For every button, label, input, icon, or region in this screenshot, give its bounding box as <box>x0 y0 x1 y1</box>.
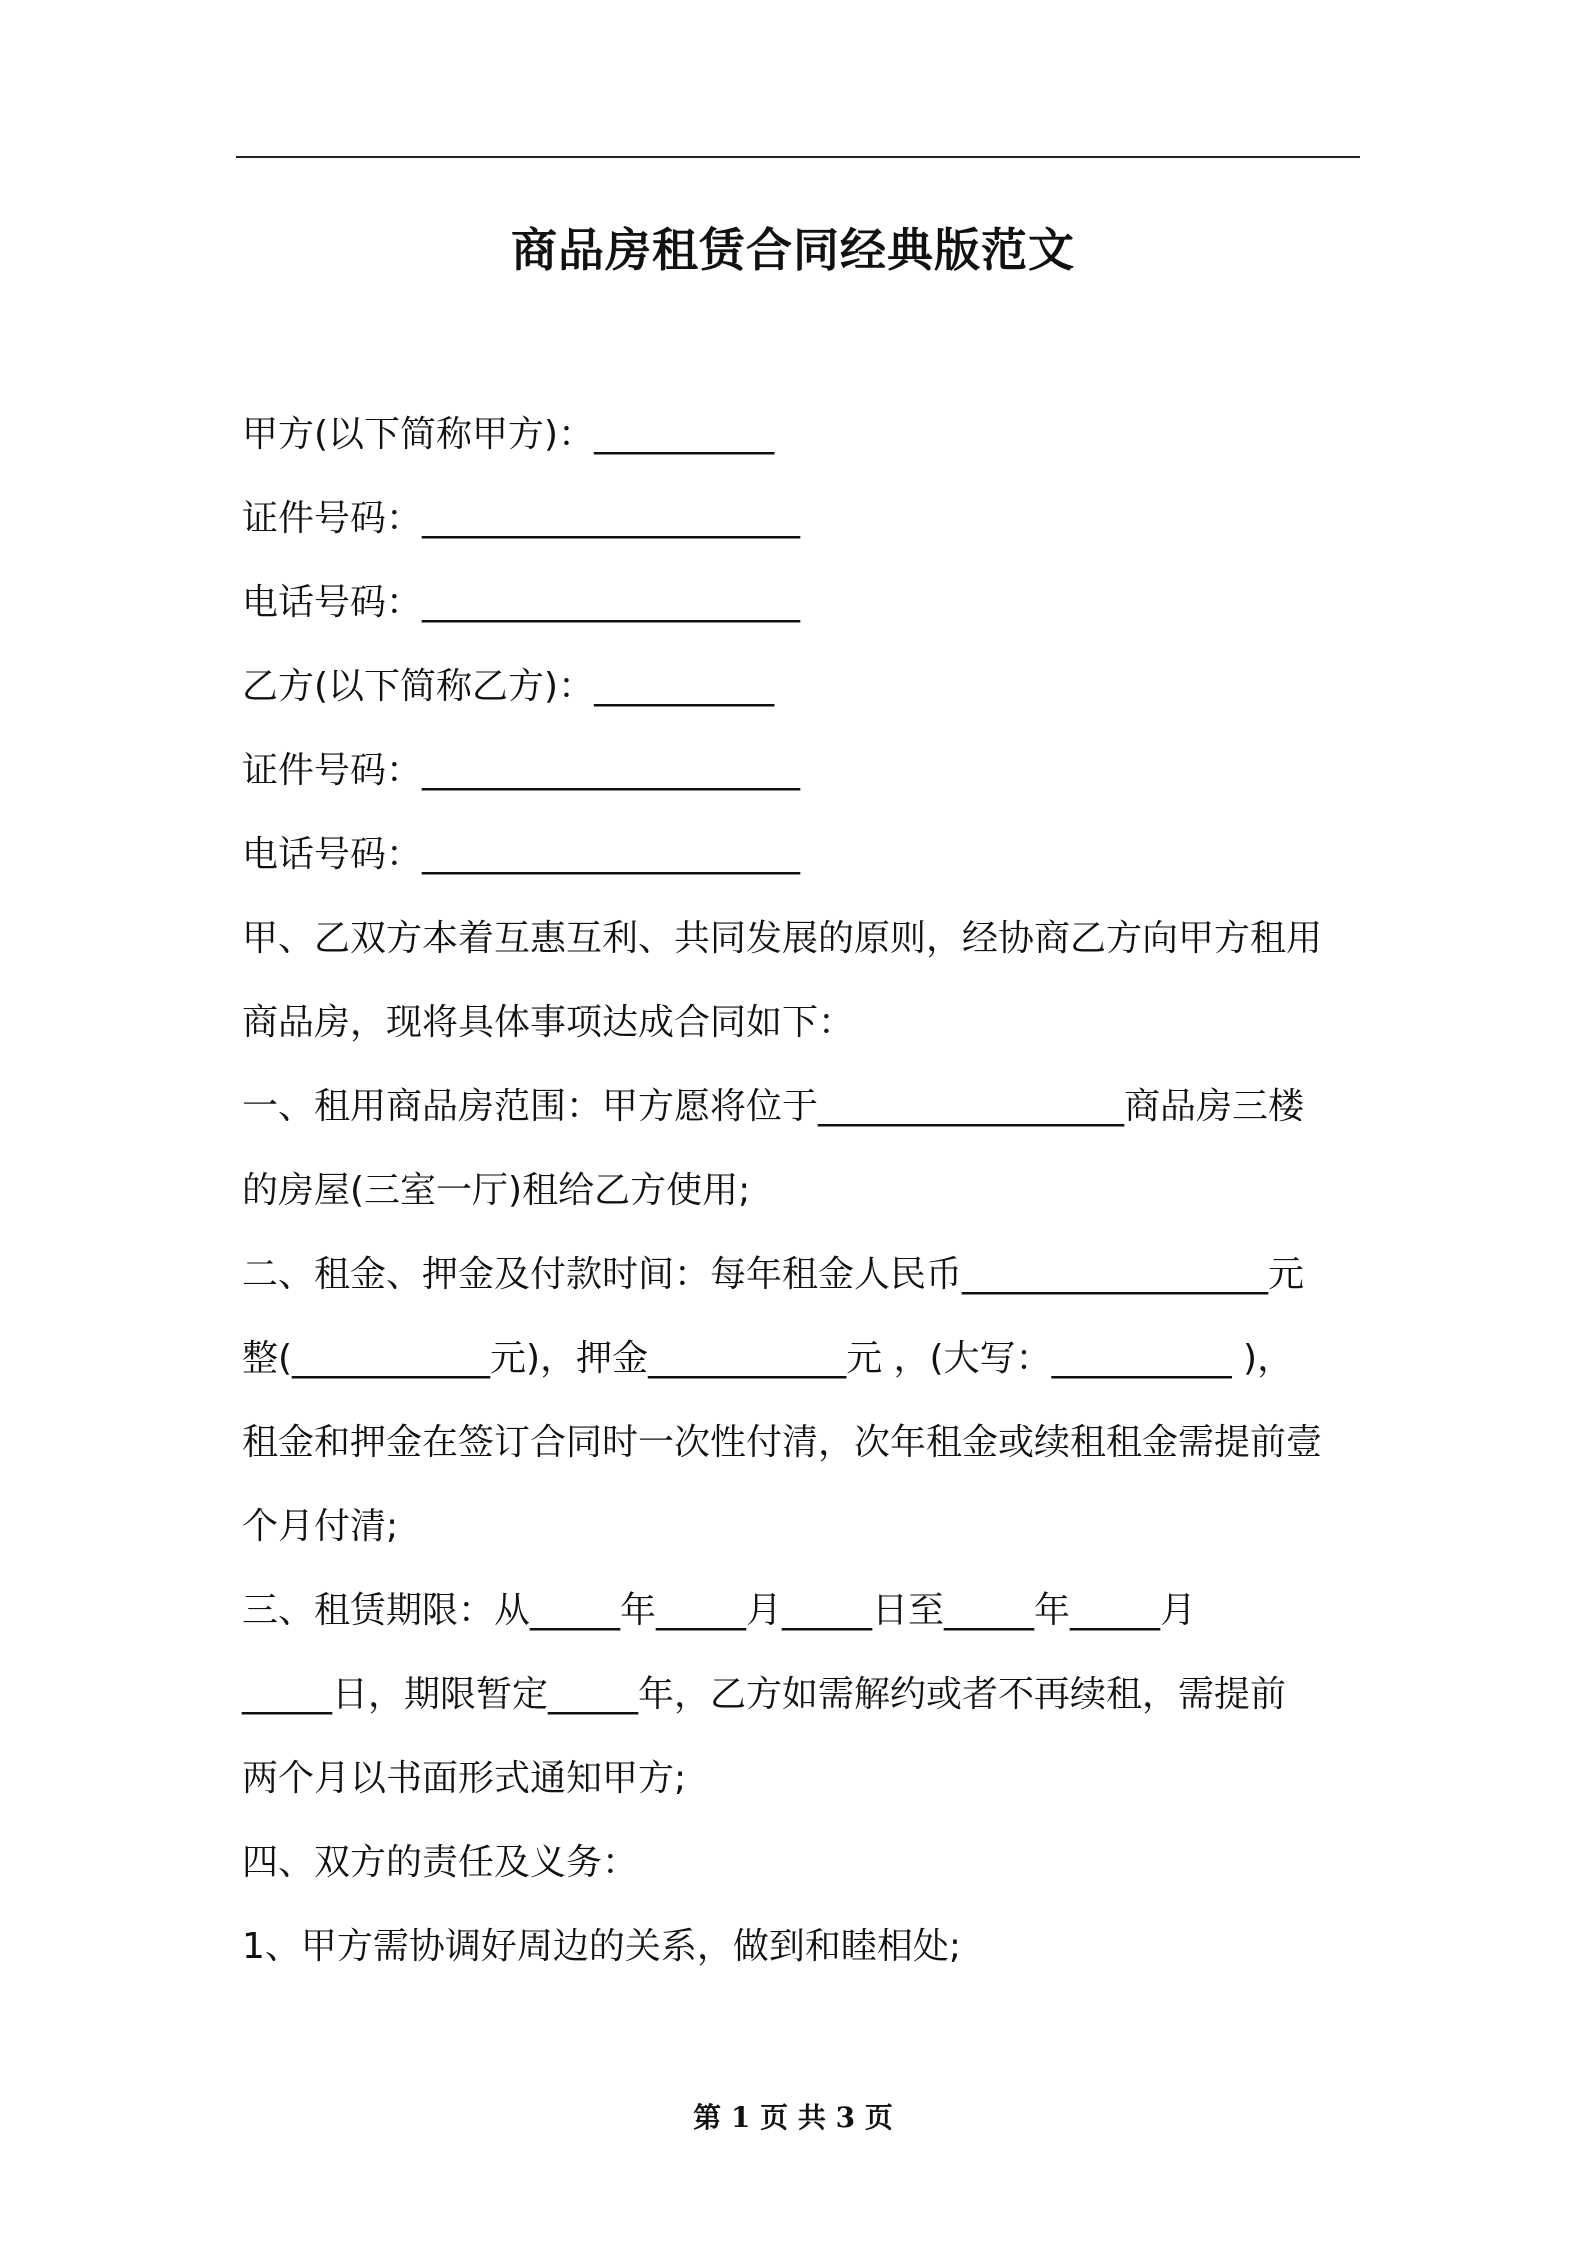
clause-2-line-1: 二、租金、押金及付款时间：每年租金人民币_________________元 <box>242 1254 1305 1295</box>
party-b-phone-line: 电话号码：_____________________ <box>242 834 801 875</box>
clause-3-line-2: _____日，期限暂定_____年，乙方如需解约或者不再续租，需提前 <box>242 1674 1287 1715</box>
page-number-footer: 第 1 页 共 3 页 <box>693 2101 893 2134</box>
clause-4-heading: 四、双方的责任及义务： <box>242 1842 639 1883</box>
clause-2-line-3: 租金和押金在签订合同时一次性付清，次年租金或续租租金需提前壹 <box>242 1422 1323 1463</box>
header-rule <box>236 156 1360 158</box>
clause-1-line-1: 一、租用商品房范围：甲方愿将位于_________________商品房三楼 <box>242 1086 1305 1127</box>
clause-3-line-3: 两个月以书面形式通知甲方; <box>242 1758 687 1799</box>
document-title: 商品房租赁合同经典版范文 <box>511 223 1075 277</box>
preamble-line-2: 商品房，现将具体事项达成合同如下： <box>242 1002 855 1043</box>
party-a-phone-line: 电话号码：_____________________ <box>242 582 801 623</box>
clause-2-line-2: 整(___________元)，押金___________元 ，(大写：__________ )， <box>242 1338 1294 1379</box>
party-b-id-line: 证件号码：_____________________ <box>242 750 801 791</box>
clause-3-line-1: 三、租赁期限：从_____年_____月_____日至_____年_____月 <box>242 1590 1197 1631</box>
clause-4-item-1: 1、甲方需协调好周边的关系，做到和睦相处; <box>242 1926 962 1967</box>
party-a-name-line: 甲方(以下简称甲方)：__________ <box>242 414 775 455</box>
preamble-line-1: 甲、乙双方本着互惠互利、共同发展的原则，经协商乙方向甲方租用 <box>242 918 1323 959</box>
clause-1-line-2: 的房屋(三室一厅)租给乙方使用; <box>242 1170 751 1211</box>
party-b-name-line: 乙方(以下简称乙方)：__________ <box>242 666 775 707</box>
clause-2-line-4: 个月付清; <box>242 1506 399 1547</box>
party-a-id-line: 证件号码：_____________________ <box>242 498 801 539</box>
